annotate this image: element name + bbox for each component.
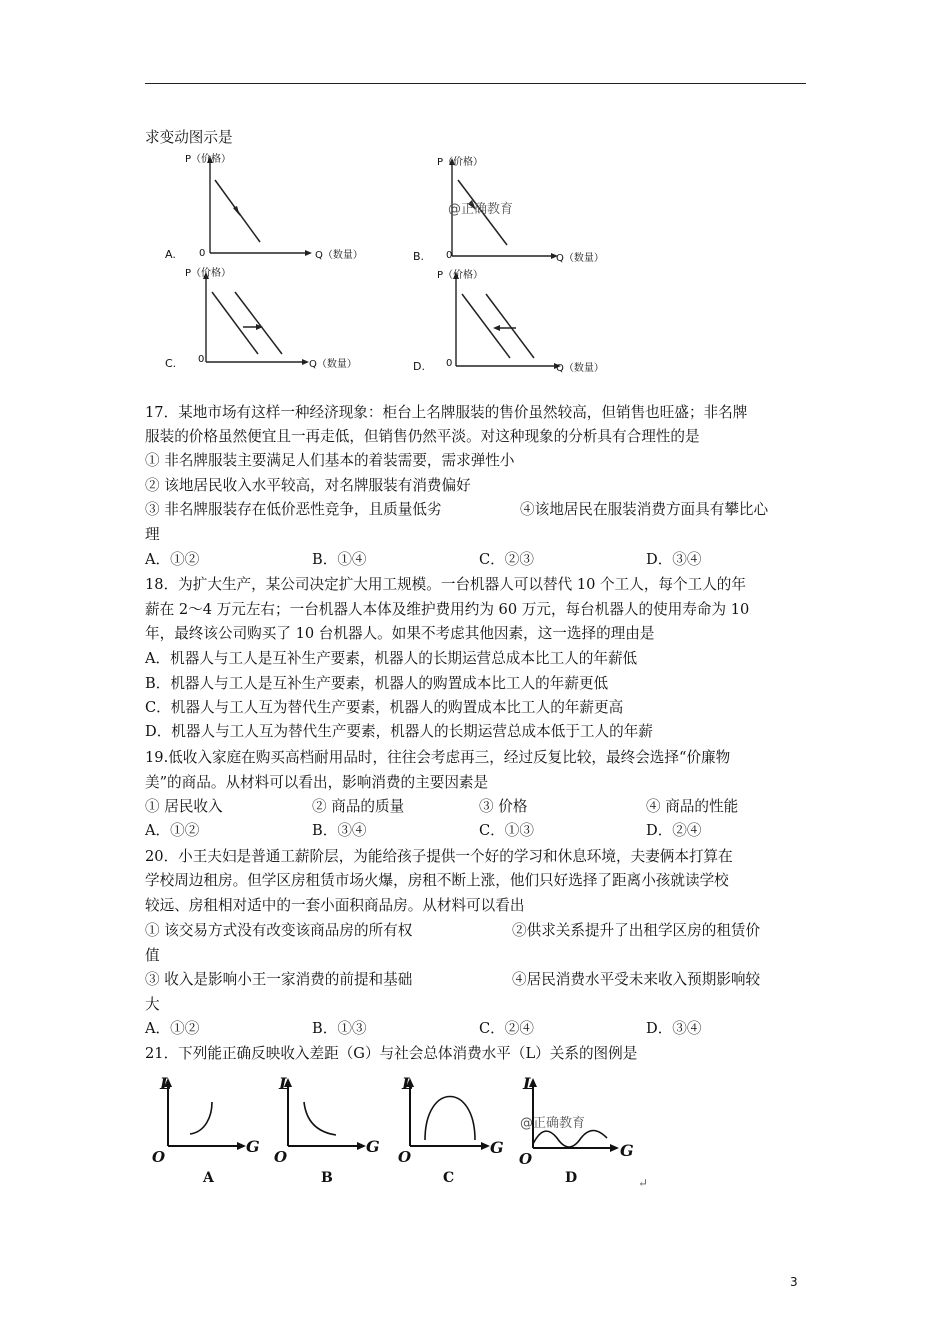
fig16c-p-label: P（价格） [185,268,232,279]
fig21c-x-label: G [490,1138,504,1157]
q20-stem-line-3: 较远、房租相对适中的一套小面积商品房。从材料可以看出 [145,897,525,914]
q20-item-2: ②供求关系提升了出租学区房的租赁价 [512,922,761,939]
q20-stem-line-2: 学校周边租房。但学区房租赁市场火爆，房租不断上涨，他们只好选择了距离小孩就读学校 [145,872,729,889]
q20-option-d: D．③④ [646,1020,702,1037]
q20-option-a: A．①② [145,1020,200,1037]
q18-stem-line-2: 薪在 2～4 万元左右；一台机器人本体及维护费用约为 60 万元，每台机器人的使用寿命为 10 [145,601,750,618]
q17-item-3: ③ 非名牌服装存在低价恶性竞争，且质量低劣 [145,501,442,518]
q17-item-1: ① 非名牌服装主要满足人们基本的着装需要，需求弹性小 [145,452,515,469]
fig21d-y-label: L [523,1074,535,1093]
fig21d-x-label: G [620,1141,634,1160]
fig16b-origin: 0 [446,250,453,261]
q20-option-b: B．①③ [312,1020,367,1037]
fig16a-q-label: Q（数量） [315,250,363,261]
fig16a-p-label: P（价格） [185,154,232,165]
fig21d-origin: O [519,1150,533,1168]
q19-item-2: ② 商品的质量 [312,798,405,815]
q18-stem-line-3: 年，最终该公司购买了 10 台机器人。如果不考虑其他因素，这一选择的理由是 [145,625,655,642]
fig16a-origin: 0 [199,248,206,259]
page-number: 3 [790,1275,798,1289]
q17-option-c: C．②③ [479,551,534,568]
q20-item-2-cont: 值 [145,947,160,964]
q17-option-a: A．①② [145,551,200,568]
q20-option-c: C．②④ [479,1020,534,1037]
q17-option-b: B．①④ [312,551,367,568]
fig16c-origin: 0 [198,354,205,365]
q17-stem-line-2: 服装的价格虽然便宜且一再走低，但销售仍然平淡。对这种现象的分析具有合理性的是 [145,428,700,445]
fig16a-option: A. [165,248,176,261]
fig16d-origin: 0 [446,358,453,369]
q17-item-4: ④该地居民在服装消费方面具有攀比心 [520,501,769,518]
q20-item-4-cont: 大 [145,996,160,1013]
q18-option-a: A．机器人与工人是互补生产要素，机器人的长期运营总成本比工人的年薪低 [145,650,638,667]
fig21a-x-label: G [246,1137,260,1156]
fig16b-watermark: @正确教育 [448,202,514,217]
q18-stem-line-1: 18．为扩大生产，某公司决定扩大用工规模。一台机器人可以替代 10 个工人，每个工人的年 [145,576,746,593]
fig16d-p-label: P（价格） [437,270,484,281]
q19-stem-line-2: 美”的商品。从材料可以看出，影响消费的主要因素是 [145,774,489,791]
q20-item-4: ④居民消费水平受未来收入预期影响较 [512,971,761,988]
fig21c-y-label: L [402,1074,414,1093]
fig16b-option: B. [413,250,425,263]
fig16c-option: C. [165,357,177,370]
q18-option-b: B．机器人与工人是互补生产要素，机器人的购置成本比工人的年薪更低 [145,675,609,692]
q19-stem-line-1: 19.低收入家庭在购买高档耐用品时，往往会考虑再三，经过反复比较，最终会选择“价廉物 [145,749,731,766]
fig16c-q-label: Q（数量） [309,359,357,370]
intro-text: 求变动图示是 [145,129,233,146]
q20-item-3: ③ 收入是影响小王一家消费的前提和基础 [145,971,413,988]
fig21b-caption: B [321,1170,333,1186]
header-rule [145,83,806,84]
fig16d-option: D. [413,360,425,373]
q19-option-c: C．①③ [479,822,534,839]
fig16d-q-label: Q（数量） [556,363,604,374]
q17-item-2: ② 该地居民收入水平较高，对名牌服装有消费偏好 [145,477,471,494]
fig21d-caption: D [565,1170,578,1186]
q17-item-4-cont: 理 [145,526,160,543]
q17-stem-line-1: 17．某地市场有这样一种经济现象：柜台上名牌服装的售价虽然较高，但销售也旺盛；非名牌 [145,404,748,421]
fig21a-y-label: L [160,1074,172,1093]
q18-option-c: C．机器人与工人互为替代生产要素，机器人的购置成本比工人的年薪更高 [145,699,624,716]
q21-stem: 21．下列能正确反映收入差距（G）与社会总体消费水平（L）关系的图例是 [145,1045,638,1062]
fig16b-p-label: P（价格） [437,157,484,168]
fig21b-y-label: L [279,1074,291,1093]
fig16b-q-label: Q（数量） [556,253,604,264]
q20-item-1: ① 该交易方式没有改变该商品房的所有权 [145,922,413,939]
q19-option-a: A．①② [145,822,200,839]
return-mark: ↵ [638,1176,649,1190]
fig21c-origin: O [398,1148,412,1166]
fig21b-origin: O [274,1148,288,1166]
fig21a-caption: A [203,1170,214,1186]
q17-option-d: D．③④ [646,551,702,568]
fig21a-origin: O [152,1148,166,1166]
q19-item-3: ③ 价格 [479,798,528,815]
fig21b-x-label: G [366,1137,380,1156]
q19-option-b: B．③④ [312,822,367,839]
q18-option-d: D．机器人与工人互为替代生产要素，机器人的长期运营总成本低于工人的年薪 [145,723,653,740]
fig21c-caption: C [443,1170,455,1186]
q19-item-4: ④ 商品的性能 [646,798,739,815]
q20-stem-line-1: 20．小王夫妇是普通工薪阶层，为能给孩子提供一个好的学习和休息环境，夫妻俩本打算在 [145,848,733,865]
q19-item-1: ① 居民收入 [145,798,223,815]
fig21d-watermark: @正确教育 [520,1116,586,1131]
q19-option-d: D．②④ [646,822,702,839]
